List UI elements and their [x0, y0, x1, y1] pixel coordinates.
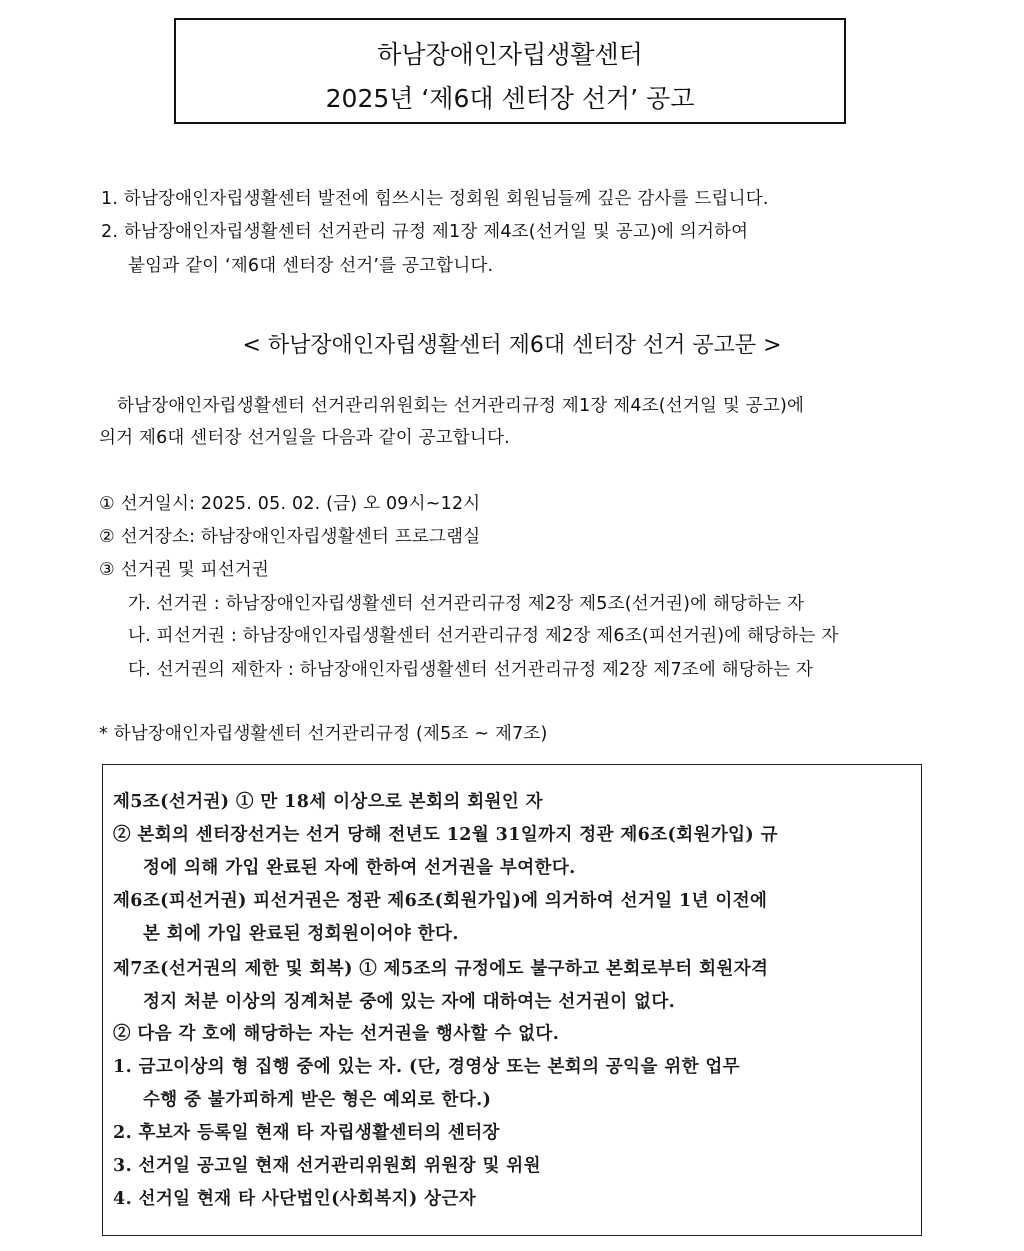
title-box [174, 18, 846, 124]
regulation-line: 수행 중 불가피하게 받은 형은 예외로 한다.) [143, 1090, 492, 1110]
regulation-line: 정에 의해 가입 완료된 자에 한하여 선거권을 부여한다. [143, 858, 576, 878]
regulation-line: ② 다음 각 호에 해당하는 자는 선거권을 행사할 수 없다. [113, 1024, 560, 1044]
item-voting-rights: ③ 선거권 및 피선거권 [99, 560, 270, 580]
regulation-line: 1. 금고이상의 형 집행 중에 있는 자. (단, 경영상 또는 본회의 공익을 위한 업무 [113, 1057, 740, 1077]
regulation-line: 제6조(피선거권) 피선거권은 정관 제6조(회원가입)에 의거하여 선거일 1년 이전에 [113, 891, 768, 911]
title-organization: 하남장애인자립생활센터 [377, 40, 643, 69]
regulation-line: 본 회에 가입 완료된 정회원이어야 한다. [143, 924, 459, 944]
subitem-eligibility: 나. 피선거권 : 하남장애인자립생활센터 선거관리규정 제2장 제6조(피선거권)에 해당하는 자 [128, 626, 839, 646]
regulation-note: * 하남장애인자립생활센터 선거관리규정 (제5조 ~ 제7조) [99, 724, 548, 744]
regulation-line: ② 본회의 센터장선거는 선거 당해 전년도 12월 31일까지 정관 제6조(회원가입) 규 [113, 825, 778, 845]
regulation-line: 4. 선거일 현재 타 사단법인(사회복지) 상근자 [113, 1189, 477, 1209]
item-election-datetime: ① 선거일시: 2025. 05. 02. (금) 오 09시~12시 [99, 494, 481, 514]
regulation-box [102, 764, 922, 1236]
intro-line-2: 2. 하남장애인자립생활센터 선거관리 규정 제1장 제4조(선거일 및 공고)에 의거하여 [101, 222, 749, 242]
title-announcement: 2025년 ‘제6대 센터장 선거’ 공고 [325, 84, 695, 113]
regulation-line: 제7조(선거권의 제한 및 회복) ① 제5조의 규정에도 불구하고 본회로부터 회원자격 [113, 959, 769, 979]
intro-line-3: 붙임과 같이 ‘제6대 센터장 선거’를 공고합니다. [128, 256, 494, 276]
intro-line-1: 1. 하남장애인자립생활센터 발전에 힘쓰시는 정회원 회원님들께 깊은 감사를 드립니다. [101, 189, 769, 209]
body-paragraph-line-1: 하남장애인자립생활센터 선거관리위원회는 선거관리규정 제1장 제4조(선거일 및 공고)에 [117, 396, 805, 416]
regulation-line: 3. 선거일 공고일 현재 선거관리위원회 위원장 및 위원 [113, 1156, 541, 1176]
regulation-line: 2. 후보자 등록일 현재 타 자립생활센터의 센터장 [113, 1123, 500, 1143]
subitem-restricted: 다. 선거권의 제한자 : 하남장애인자립생활센터 선거관리규정 제2장 제7조에 해당하는 자 [128, 660, 814, 680]
body-paragraph-line-2: 의거 제6대 센터장 선거일을 다음과 같이 공고합니다. [99, 428, 510, 448]
notice-heading: < 하남장애인자립생활센터 제6대 센터장 선거 공고문 > [242, 333, 782, 358]
item-election-place: ② 선거장소: 하남장애인자립생활센터 프로그램실 [99, 527, 481, 547]
subitem-voting-right: 가. 선거권 : 하남장애인자립생활센터 선거관리규정 제2장 제5조(선거권)에 해당하는 자 [128, 594, 805, 614]
regulation-line: 정지 처분 이상의 징계처분 중에 있는 자에 대하여는 선거권이 없다. [143, 992, 676, 1012]
regulation-line: 제5조(선거권) ① 만 18세 이상으로 본회의 회원인 자 [113, 792, 543, 812]
